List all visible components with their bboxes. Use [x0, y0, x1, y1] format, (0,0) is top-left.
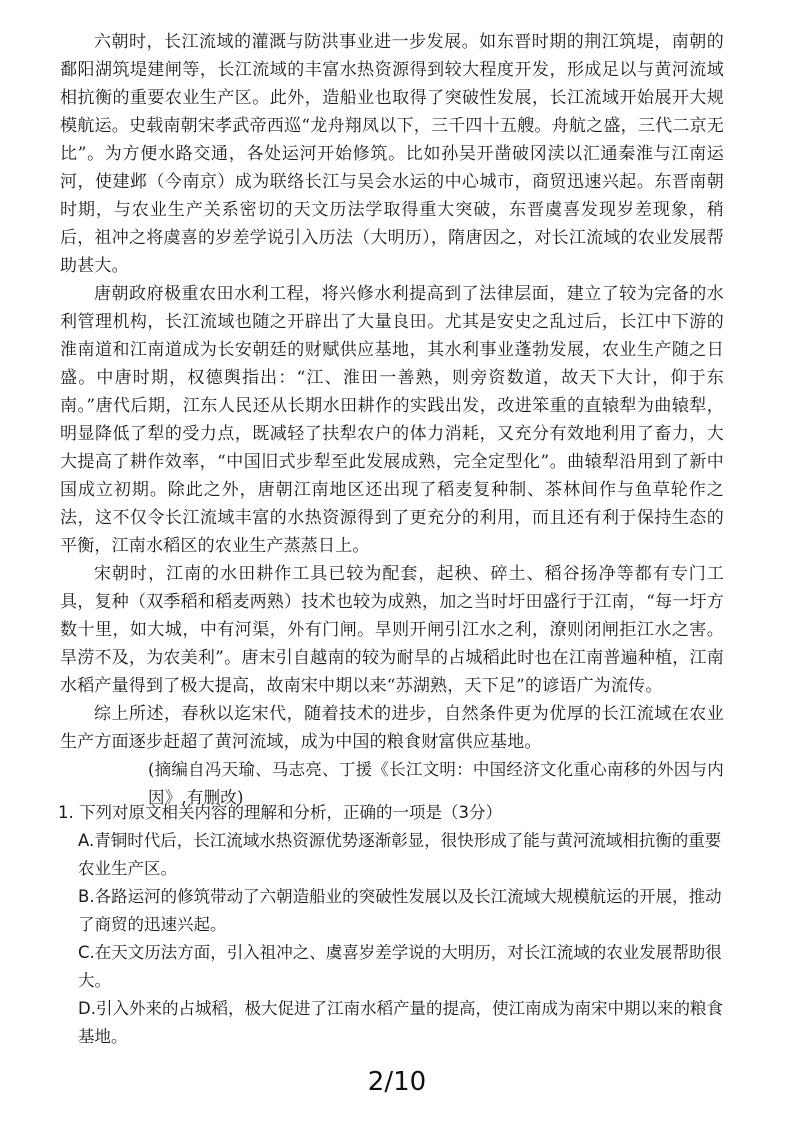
option-d-letter: D. — [78, 999, 96, 1018]
option-c-text: 在天文历法方面，引入祖冲之、虞喜岁差学说的大明历，对长江流域的农业发展帮助很大。 — [78, 943, 722, 990]
reading-passage — [60, 28, 724, 812]
page-number: 2/10 — [367, 1067, 427, 1097]
option-b-text: 各路运河的修筑带动了六朝造船业的突破性发展以及长江流域大规模航运的开展，推动了商贸的迅速兴起。 — [78, 887, 722, 934]
passage-source-citation: (摘编自冯天瑜、马志亮、丁援《长江文明：中国经济文化重心南移的外因与内因》,有删改) — [148, 760, 724, 807]
option-c — [58, 939, 728, 995]
option-a-letter: A. — [78, 831, 95, 850]
option-a-text: 青铜时代后，长江流域水热资源优势逐渐彰显，很快形成了能与黄河流域相抗衡的重要农业生产区。 — [78, 831, 722, 878]
option-d-text: 引入外来的占城稻，极大促进了江南水稻产量的提高，使江南成为南宋中期以来的粮食基地。 — [78, 999, 723, 1046]
option-b — [58, 883, 728, 939]
option-a — [58, 827, 728, 883]
option-d — [58, 995, 728, 1051]
option-b-letter: B. — [78, 887, 95, 906]
passage-paragraph-3: 宋朝时，江南的水田耕作工具已较为配套，起秧、碎土、稻谷扬净等都有专门工具，复种（双季稻和稻麦两熟）技术也较为成熟，加之当时圩田盛行于江南，“每一圩方数十里，如大城，中有河渠，外有门闸。旱则开闸引江水之利，潦则闭闸拒江水之害。旱涝不及，为农美利”。唐末引自越南的较为耐旱的占城稻此时也在江南普遍种植，江南水稻产量得到了极大提高，故南宋中期以来“苏湖熟，天下足”的谚语广为流传。 — [60, 564, 724, 696]
question-1 — [58, 799, 728, 1051]
passage-paragraph-2: 唐朝政府极重农田水利工程，将兴修水利提高到了法律层面，建立了较为完备的水利管理机构，长江流域也随之开辟出了大量良田。尤其是安史之乱过后，长江中下游的淮南道和江南道成为长安朝廷的财赋供应基地，其水利事业蓬勃发展，农业生产随之日盛。中唐时期，权德舆指出：“江、淮田一善熟，则旁资数道，故天下大计，仰于东南。”唐代后期，江东人民还从长期水田耕作的实践出发，改进笨重的直辕犁为曲辕犁，明显降低了犁的受力点，既减轻了扶犁农户的体力消耗，又充分有效地利用了畜力，大大提高了耕作效率，“中国旧式步犁至此发展成熟，完全定型化”。曲辕犁沿用到了新中国成立初期。除此之外，唐朝江南地区还出现了稻麦复种制、茶林间作与鱼草轮作之法，这不仅令长江流域丰富的水热资源得到了更充分的利用，而且还有利于保持生态的平衡，江南水稻区的农业生产蒸蒸日上。 — [60, 284, 724, 556]
passage-paragraph-1: 六朝时，长江流域的灌溉与防洪事业进一步发展。如东晋时期的荆江筑堤，南朝的鄱阳湖筑堤建闸等，长江流域的丰富水热资源得到较大程度开发，形成足以与黄河流域相抗衡的重要农业生产区。此外，造船业也取得了突破性发展，长江流域开始展开大规模航运。史载南朝宋孝武帝西巡“龙舟翔凤以下，三千四十五艘。舟航之盛，三代二京无比”。为方便水路交通，各处运河开始修筑。比如孙吴开凿破冈渎以汇通秦淮与江南运河，使建邺（今南京）成为联络长江与吴会水运的中心城市，商贸迅速兴起。东晋南朝时期，与农业生产关系密切的天文历法学取得重大突破，东晋虞喜发现岁差现象，稍后，祖冲之将虞喜的岁差学说引入历法（大明历），隋唐因之，对长江流域的农业发展帮助甚大。 — [60, 32, 724, 276]
question-stem: 1. 下列对原文相关内容的理解和分析，正确的一项是（3分） — [58, 803, 502, 822]
option-c-letter: C. — [78, 943, 95, 962]
passage-paragraph-4: 综上所述，春秋以迄宋代，随着技术的进步，自然条件更为优厚的长江流域在农业生产方面逐步赶超了黄河流域，成为中国的粮食财富供应基地。 — [60, 704, 724, 752]
